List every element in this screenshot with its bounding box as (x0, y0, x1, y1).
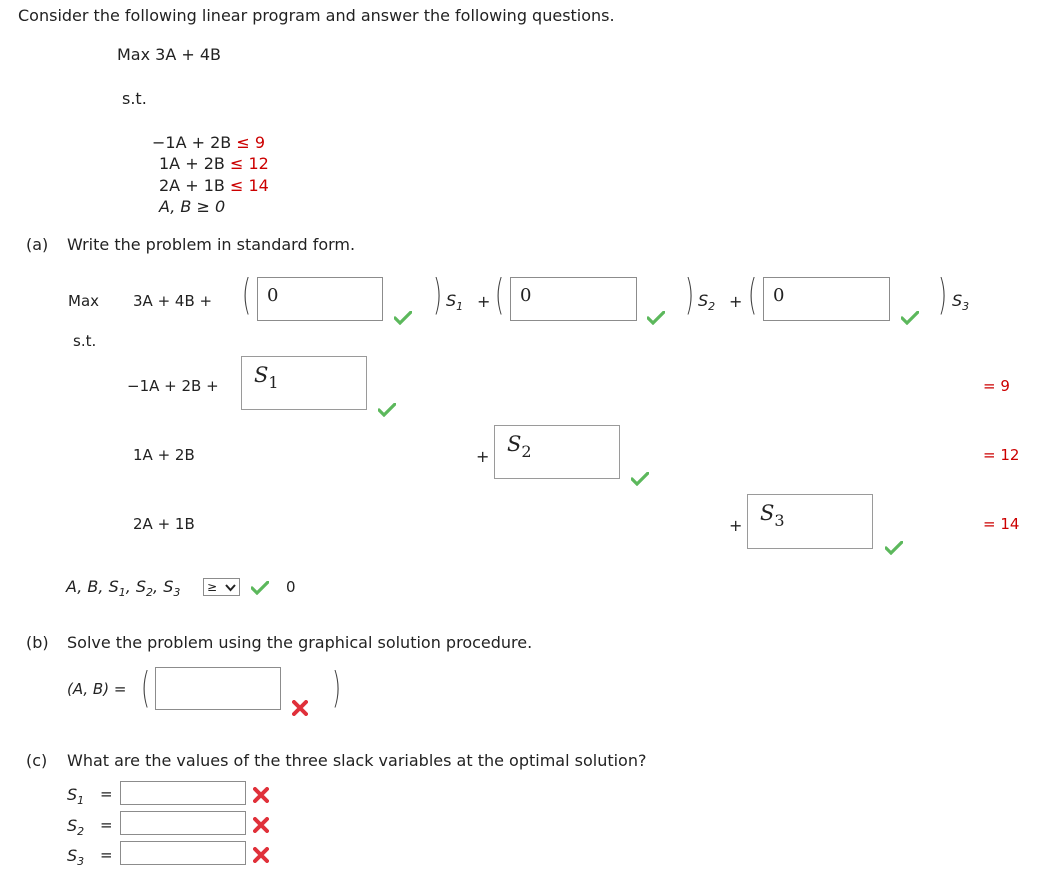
part-a-question: Write the problem in standard form. (67, 235, 356, 254)
slack-s1-input[interactable] (120, 781, 246, 805)
lp-nonneg: A, B ≥ 0 (159, 197, 226, 216)
plus-sign: + (477, 292, 491, 311)
row3-lhs: 2A + 1B (133, 515, 195, 533)
left-paren-icon: ( (495, 270, 505, 319)
correct-check-icon (251, 581, 269, 595)
correct-check-icon (901, 311, 919, 325)
row1-rhs: = 9 (983, 377, 1010, 395)
left-paren-icon: ( (141, 663, 151, 712)
slack-s3-input[interactable] (120, 841, 246, 865)
objective-slack-s2: $S_2$ (698, 291, 716, 313)
part-b-label: (b) (26, 633, 49, 652)
right-paren-icon: ) (332, 663, 342, 712)
lp-objective: Max 3A + 4B (117, 45, 222, 64)
part-a-label: (a) (26, 235, 49, 254)
part-c-question: What are the values of the three slack variables at the optimal solution? (67, 751, 647, 770)
row3-rhs: = 14 (983, 515, 1020, 533)
right-paren-icon: ) (685, 270, 695, 319)
row1-lhs: −1A + 2B + (127, 377, 219, 395)
lp-st: s.t. (122, 89, 147, 108)
correct-check-icon (631, 472, 649, 486)
row2-slack-input[interactable]: $S_2$ (494, 425, 620, 479)
equals-sign: = (100, 816, 113, 834)
correct-check-icon (885, 541, 903, 555)
incorrect-x-icon (292, 700, 308, 716)
nonneg-vars: A, B, $S_1$, $S_2$, $S_3$ (66, 577, 181, 599)
intro-text: Consider the following linear program and answer the following questions. (18, 6, 615, 25)
part-c-label: (c) (26, 751, 48, 770)
objective-text: 3A + 4B + (133, 292, 213, 310)
ab-label: (A, B) = (67, 680, 127, 698)
nonneg-zero: 0 (286, 578, 296, 596)
plus-sign: + (729, 516, 743, 535)
row1-slack-input[interactable]: $S_1$ (241, 356, 367, 410)
right-paren-icon: ) (938, 270, 948, 319)
equals-sign: = (100, 846, 113, 864)
nonneg-relation-select[interactable]: ≥ (203, 578, 240, 596)
row2-rhs: = 12 (983, 446, 1020, 464)
row2-lhs: 1A + 2B (133, 446, 195, 464)
slack-s2-input[interactable] (120, 811, 246, 835)
lp-constraint-3: 2A + 1B ≤ 14 (159, 176, 269, 195)
left-paren-icon: ( (242, 270, 252, 319)
chevron-down-icon (225, 581, 236, 595)
equals-sign: = (100, 785, 113, 803)
part-a-st: s.t. (73, 332, 97, 350)
slack-s1-label: $S_1$ (67, 785, 85, 807)
incorrect-x-icon (253, 817, 269, 833)
objective-coef-s2-input[interactable]: 0 (510, 277, 637, 321)
right-paren-icon: ) (433, 270, 443, 319)
objective-coef-s3-input[interactable]: 0 (763, 277, 890, 321)
incorrect-x-icon (253, 847, 269, 863)
plus-sign: + (729, 292, 743, 311)
max-label: Max (68, 292, 100, 310)
objective-coef-s1-input[interactable]: 0 (257, 277, 383, 321)
row3-slack-input[interactable]: $S_3$ (747, 494, 873, 549)
slack-s2-label: $S_2$ (67, 816, 85, 838)
objective-slack-s1: $S_1$ (446, 291, 464, 313)
lp-constraint-1: −1A + 2B ≤ 9 (152, 133, 266, 152)
part-b-question: Solve the problem using the graphical solution procedure. (67, 633, 533, 652)
left-paren-icon: ( (748, 270, 758, 319)
incorrect-x-icon (253, 787, 269, 803)
ab-answer-input[interactable] (155, 667, 281, 710)
objective-slack-s3: $S_3$ (952, 291, 970, 313)
correct-check-icon (647, 311, 665, 325)
correct-check-icon (394, 311, 412, 325)
slack-s3-label: $S_3$ (67, 846, 85, 868)
correct-check-icon (378, 403, 396, 417)
plus-sign: + (476, 447, 490, 466)
lp-constraint-2: 1A + 2B ≤ 12 (159, 154, 269, 173)
